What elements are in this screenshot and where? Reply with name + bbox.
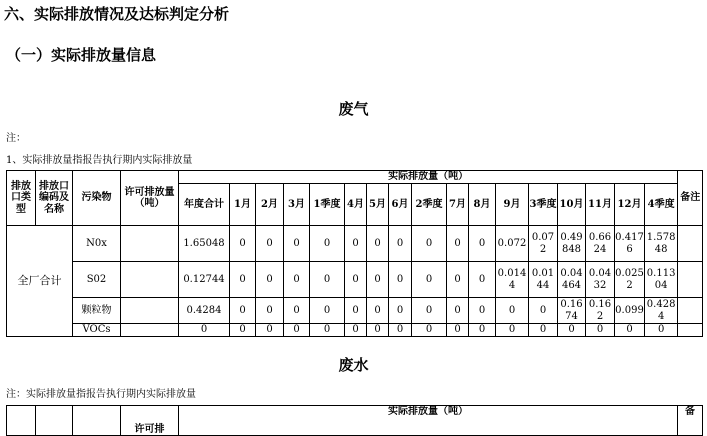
header-period: 11月 xyxy=(586,184,615,226)
header-period: 3季度 xyxy=(529,184,558,226)
value-cell: 0 xyxy=(367,226,389,262)
header-remark: 备注 xyxy=(678,171,703,226)
value-cell: 0 xyxy=(412,226,447,262)
value-cell: 0 xyxy=(469,324,496,337)
value-cell: 0 xyxy=(345,226,367,262)
pollutant-cell: S02 xyxy=(73,262,121,298)
value-cell: 0 xyxy=(284,262,310,298)
permit-cell xyxy=(121,298,179,324)
water-header-cell xyxy=(73,406,121,436)
header-period: 5月 xyxy=(367,184,389,226)
value-cell: 0.4284 xyxy=(179,298,230,324)
water-emission-table xyxy=(6,405,703,436)
value-cell: 0.072 xyxy=(496,226,529,262)
header-period: 10月 xyxy=(558,184,586,226)
header-permit: 许可排放量（吨） xyxy=(121,171,179,226)
pollutant-cell: 颗粒物 xyxy=(73,298,121,324)
value-cell: 0.0432 xyxy=(586,262,615,298)
permit-cell xyxy=(121,262,179,298)
gas-note-text: 1、实际排放量指报告执行期内实际排放量 xyxy=(6,155,193,166)
header-period: 4月 xyxy=(345,184,367,226)
water-title: 废水 xyxy=(338,356,369,374)
header-period: 1月 xyxy=(230,184,256,226)
value-cell: 0.1674 xyxy=(558,298,586,324)
value-cell: 0 xyxy=(447,226,469,262)
value-cell: 0 xyxy=(345,324,367,337)
water-header-actual: 实际排放量（吨） xyxy=(179,406,678,436)
header-period: 年度合计 xyxy=(179,184,230,226)
value-cell: 0 xyxy=(447,324,469,337)
value-cell: 0.099 xyxy=(615,298,645,324)
subsection-heading: （一）实际排放量信息 xyxy=(6,46,157,64)
value-cell: 0 xyxy=(256,298,284,324)
value-cell: 0 xyxy=(389,226,412,262)
header-actual: 实际排放量（吨） xyxy=(179,171,678,184)
value-cell: 0 xyxy=(367,298,389,324)
value-cell: 1.65048 xyxy=(179,226,230,262)
value-cell: 0 xyxy=(179,324,230,337)
header-period: 8月 xyxy=(469,184,496,226)
header-period: 4季度 xyxy=(645,184,678,226)
section-heading: 六、实际排放情况及达标判定分析 xyxy=(4,5,230,23)
value-cell: 0 xyxy=(529,324,558,337)
value-cell: 0 xyxy=(345,262,367,298)
value-cell: 0 xyxy=(615,324,645,337)
water-header-cell xyxy=(36,406,73,436)
value-cell: 0.49848 xyxy=(558,226,586,262)
value-cell: 0.0144 xyxy=(529,262,558,298)
table-row xyxy=(7,262,703,298)
value-cell: 1.57848 xyxy=(645,226,678,262)
value-cell: 0 xyxy=(310,324,345,337)
water-note: 注：实际排放量指报告执行期内实际排放量 xyxy=(6,389,196,400)
header-period: 7月 xyxy=(447,184,469,226)
value-cell: 0.0144 xyxy=(496,262,529,298)
value-cell: 0 xyxy=(367,262,389,298)
value-cell: 0 xyxy=(529,298,558,324)
remark-cell xyxy=(678,324,703,337)
value-cell: 0 xyxy=(412,262,447,298)
header-outlet-type: 排放口类型 xyxy=(7,171,36,226)
header-period: 2季度 xyxy=(412,184,447,226)
header-period: 1季度 xyxy=(310,184,345,226)
water-header-permit: 许可排 xyxy=(121,406,179,436)
value-cell: 0 xyxy=(412,324,447,337)
value-cell: 0 xyxy=(389,324,412,337)
remark-cell xyxy=(678,262,703,298)
value-cell: 0 xyxy=(284,226,310,262)
value-cell: 0.6624 xyxy=(586,226,615,262)
value-cell: 0 xyxy=(367,324,389,337)
value-cell: 0 xyxy=(230,324,256,337)
value-cell: 0 xyxy=(256,226,284,262)
value-cell: 0.04464 xyxy=(558,262,586,298)
header-outlet-code: 排放口编码及名称 xyxy=(36,171,73,226)
value-cell: 0 xyxy=(256,262,284,298)
value-cell: 0 xyxy=(256,324,284,337)
value-cell: 0 xyxy=(230,298,256,324)
value-cell: 0 xyxy=(645,324,678,337)
value-cell: 0.0252 xyxy=(615,262,645,298)
value-cell: 0 xyxy=(284,324,310,337)
value-cell: 0 xyxy=(447,298,469,324)
value-cell: 0.4284 xyxy=(645,298,678,324)
value-cell: 0 xyxy=(586,324,615,337)
value-cell: 0 xyxy=(412,298,447,324)
value-cell: 0 xyxy=(230,226,256,262)
value-cell: 0.162 xyxy=(586,298,615,324)
header-period: 6月 xyxy=(389,184,412,226)
header-period: 12月 xyxy=(615,184,645,226)
value-cell: 0 xyxy=(310,298,345,324)
value-cell: 0 xyxy=(469,262,496,298)
value-cell: 0 xyxy=(469,226,496,262)
remark-cell xyxy=(678,298,703,324)
remark-cell xyxy=(678,226,703,262)
header-period: 9月 xyxy=(496,184,529,226)
water-header-cell xyxy=(7,406,36,436)
table-row xyxy=(7,298,703,324)
value-cell: 0 xyxy=(310,226,345,262)
water-header-remark: 备 xyxy=(678,406,703,436)
header-period: 3月 xyxy=(284,184,310,226)
value-cell: 0 xyxy=(469,298,496,324)
value-cell: 0 xyxy=(345,298,367,324)
gas-title: 废气 xyxy=(338,100,369,118)
value-cell: 0.072 xyxy=(529,226,558,262)
value-cell: 0.11304 xyxy=(645,262,678,298)
gas-note-label: 注： xyxy=(6,133,26,144)
pollutant-cell: VOCs xyxy=(73,324,121,337)
value-cell: 0.4176 xyxy=(615,226,645,262)
value-cell: 0 xyxy=(230,262,256,298)
permit-cell xyxy=(121,324,179,337)
permit-cell xyxy=(121,226,179,262)
value-cell: 0 xyxy=(496,324,529,337)
value-cell: 0 xyxy=(389,262,412,298)
pollutant-cell: N0x xyxy=(73,226,121,262)
value-cell: 0 xyxy=(558,324,586,337)
table-row xyxy=(7,324,703,337)
group-label: 全厂合计 xyxy=(7,226,73,337)
value-cell: 0 xyxy=(447,262,469,298)
value-cell: 0 xyxy=(389,298,412,324)
header-pollutant: 污染物 xyxy=(73,171,121,226)
header-period: 2月 xyxy=(256,184,284,226)
value-cell: 0 xyxy=(284,298,310,324)
table-row xyxy=(7,226,703,262)
value-cell: 0.12744 xyxy=(179,262,230,298)
value-cell: 0 xyxy=(496,298,529,324)
gas-emission-table xyxy=(6,170,703,337)
value-cell: 0 xyxy=(310,262,345,298)
